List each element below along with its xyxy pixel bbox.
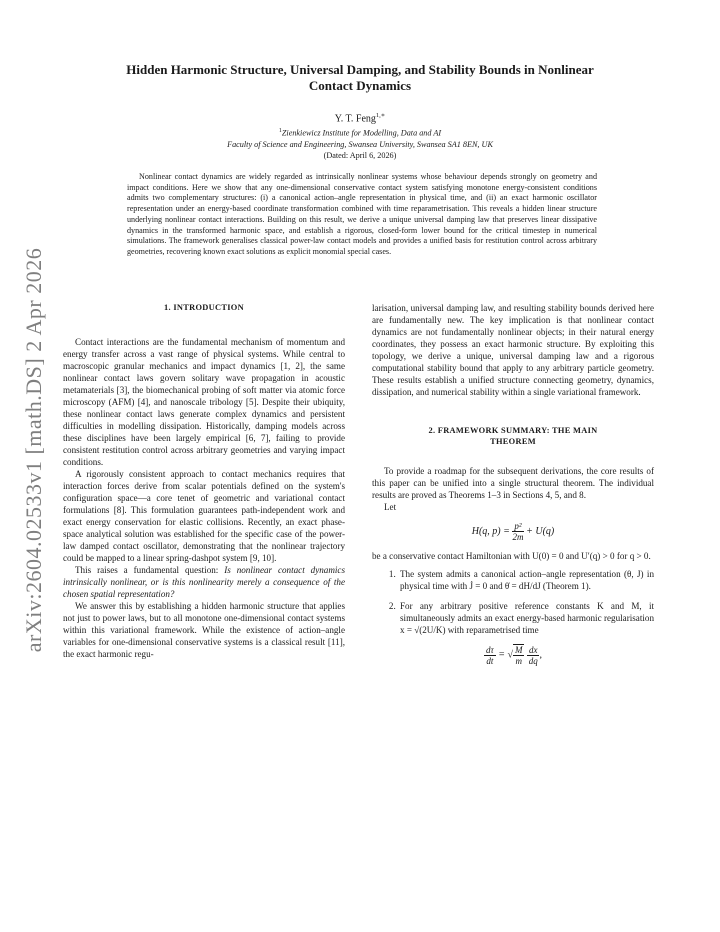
intro-question: Is nonlinear contact dynamics intrinsically nonlinear, or is this nonlinearity merely a consequence of the chosen spatial representation? xyxy=(63,565,345,599)
intro-paragraph-2: A rigorously consistent approach to contact mechanics requires that interaction forces derive from scalar potentials defined on the system's configuration space—a core tenet of geometric and variational contact formulations [8]. This formulation guarantees path-independent work and exact energy conservation for elastic collisions. Recently, an exact phase-space analytical solution was established for the specific case of the power-law damped contact oscillator, demonstrating that the nonlinear trajectory could be mapped to a linear spring-dashpot system [9, 10]. xyxy=(63,469,345,563)
let-word: Let xyxy=(384,502,397,512)
eq2-root-num: M xyxy=(514,645,523,655)
arxiv-id-text: arXiv:2604.02533v1 [math.DS] 2 Apr 2026 xyxy=(21,247,46,653)
section-2-heading xyxy=(372,425,654,447)
intro-question-lead: This raises a fundamental question: xyxy=(75,565,225,575)
eq1-numerator: p² xyxy=(514,521,522,531)
hamiltonian-equation xyxy=(372,521,654,542)
title-line-2: Contact Dynamics xyxy=(308,78,412,93)
eq1-denominator: 2m xyxy=(512,532,524,542)
affil-mark: 1 xyxy=(278,128,282,134)
eq2-root xyxy=(513,644,525,666)
theorem-list xyxy=(372,568,654,636)
theorem-item-1: 1. The system admits a canonical action–angle representation (θ, J) in physical time with J̇ = 0 and θ̇ = dH/dJ (Theorem 1). xyxy=(398,568,654,592)
eq1-lhs: H(q, p) = xyxy=(471,525,510,537)
eq2-tail: , xyxy=(539,649,542,661)
eq1-fraction xyxy=(512,521,523,542)
title-line-1: Hidden Harmonic Structure, Universal Damping, and Stability Bounds in Nonlinear xyxy=(126,62,594,77)
intro-paragraph-1: Contact interactions are the fundamental mechanism of momentum and energy transfer across a vast range of physical systems. While central to macroscopic granular mechanics and impact dynamics [1, 2], the same nonlinear contact laws govern solitary wave propagation in acoustic metamaterials [3], the biomechanical probing of soft matter via atomic force microscopy (AFM) [4], and nanoscale tribology [5]. Despite their ubiquity, these nonlinear contact laws generate complex dynamics and persistent difficulties in modelling dissipation. Historically, damping models across these disciplines have been largely empirical [6, 7], failing to provide consistent restitution control across arbitrary geometries and varying impact conditions. xyxy=(63,337,345,467)
eq2-root-den: m xyxy=(515,656,522,666)
eq2-lhs-num: dτ xyxy=(486,644,494,655)
eq2-lhs-den: dt xyxy=(486,655,494,666)
affiliation-block xyxy=(60,126,660,161)
right-column xyxy=(372,302,654,674)
theorem-item-2: 2. For any arbitrary positive reference constants K and M, it simultaneously admits an exact energy-based harmonic regularisation x = √(2U/K) with reparametrised time xyxy=(398,600,654,636)
eq1-rhs: + U(q) xyxy=(526,525,555,537)
framework-paragraph-2: be a conservative contact Hamiltonian with U(0) = 0 and U′(q) > 0 for q > 0. xyxy=(372,551,651,561)
section-2-heading-line-1: 2. FRAMEWORK SUMMARY: THE MAIN xyxy=(428,426,598,435)
section-1-heading: 1. INTRODUCTION xyxy=(164,303,244,312)
intro-paragraph-3 xyxy=(63,564,345,600)
dated-line: (Dated: April 6, 2026) xyxy=(323,150,397,160)
section-2-heading-line-2: THEOREM xyxy=(490,437,536,446)
author-name: Y. T. Feng xyxy=(334,113,376,125)
author-line xyxy=(60,111,660,124)
time-reparametrisation-equation: $\frac{d\tau}{dt}$ = √ $\frac{M}{m}$ $\frac{dx}{dq}$ , xyxy=(486,644,542,666)
left-column xyxy=(63,302,345,660)
eq2-rhs-den: dq xyxy=(528,655,538,666)
affil-line-1: Zienkiewicz Institute for Modelling, Data and AI xyxy=(281,128,442,138)
arxiv-identifier-stamp xyxy=(4,230,64,670)
eq2-lhs xyxy=(484,645,496,666)
framework-paragraph-1: To provide a roadmap for the subsequent derivations, the core results of this paper can be unified into a single structural theorem. The individual results are proved as Theorems 1–3 in Sections 4, 5, and 8. xyxy=(372,466,654,500)
abstract: Nonlinear contact dynamics are widely regarded as intrinsically nonlinear systems whose behaviour depends strongly on geometry and impact conditions. Here we show that any one-dimensional conservative contact system satisfying monotone energy-consistent conditions admits two complementary structures: (i) a canonical action–angle representation in physical time, and (ii) an exact harmonic oscillator representation under an energy-based coordinate transformation combined with time reparametrisation. This reveals a hidden linear structure underlying nonlinear contact interactions. Building on this result, we derive a unique universal damping law that preserves linear dissipative dynamics in the transformed harmonic space, and establish a rigorous, closed-form lower bound for the critical timestep in numerical simulations. The framework generalises classical power-law contact models and provides a unified basis for restitution control across arbitrary geometries, recovering known exact solutions as explicit monomial special cases. xyxy=(127,172,597,256)
eq2-rhs-num: dx xyxy=(528,644,538,655)
intro-paragraph-4: We answer this by establishing a hidden harmonic structure that applies not just to power laws, but to all monotone one-dimensional contact systems within this variational framework. While the existence of action–angle variables for one-dimensional conservative systems is a classical result [11], the exact harmonic regu- xyxy=(63,601,345,659)
author-marks: 1,∗ xyxy=(375,112,386,119)
affil-line-2: Faculty of Science and Engineering, Swansea University, Swansea SA1 8EN, UK xyxy=(227,139,493,149)
paper-title xyxy=(60,62,660,94)
eq2-rhs xyxy=(527,645,540,666)
intro-continuation: larisation, universal damping law, and resulting stability bounds derived here are fundamentally new. The key implication is that nonlinear contact dynamics are not fundamentally nonlinear objects; in their natural energy coordinates, they possess an exact harmonic structure. By exploiting this topology, we derive a unique, universal damping law and a rigorous computational stability bound that apply to any arbitrary particle geometry. These results establish a unified structure connecting geometry, dynamics, dissipation, and numerical stability within a single variational framework. xyxy=(372,303,654,397)
